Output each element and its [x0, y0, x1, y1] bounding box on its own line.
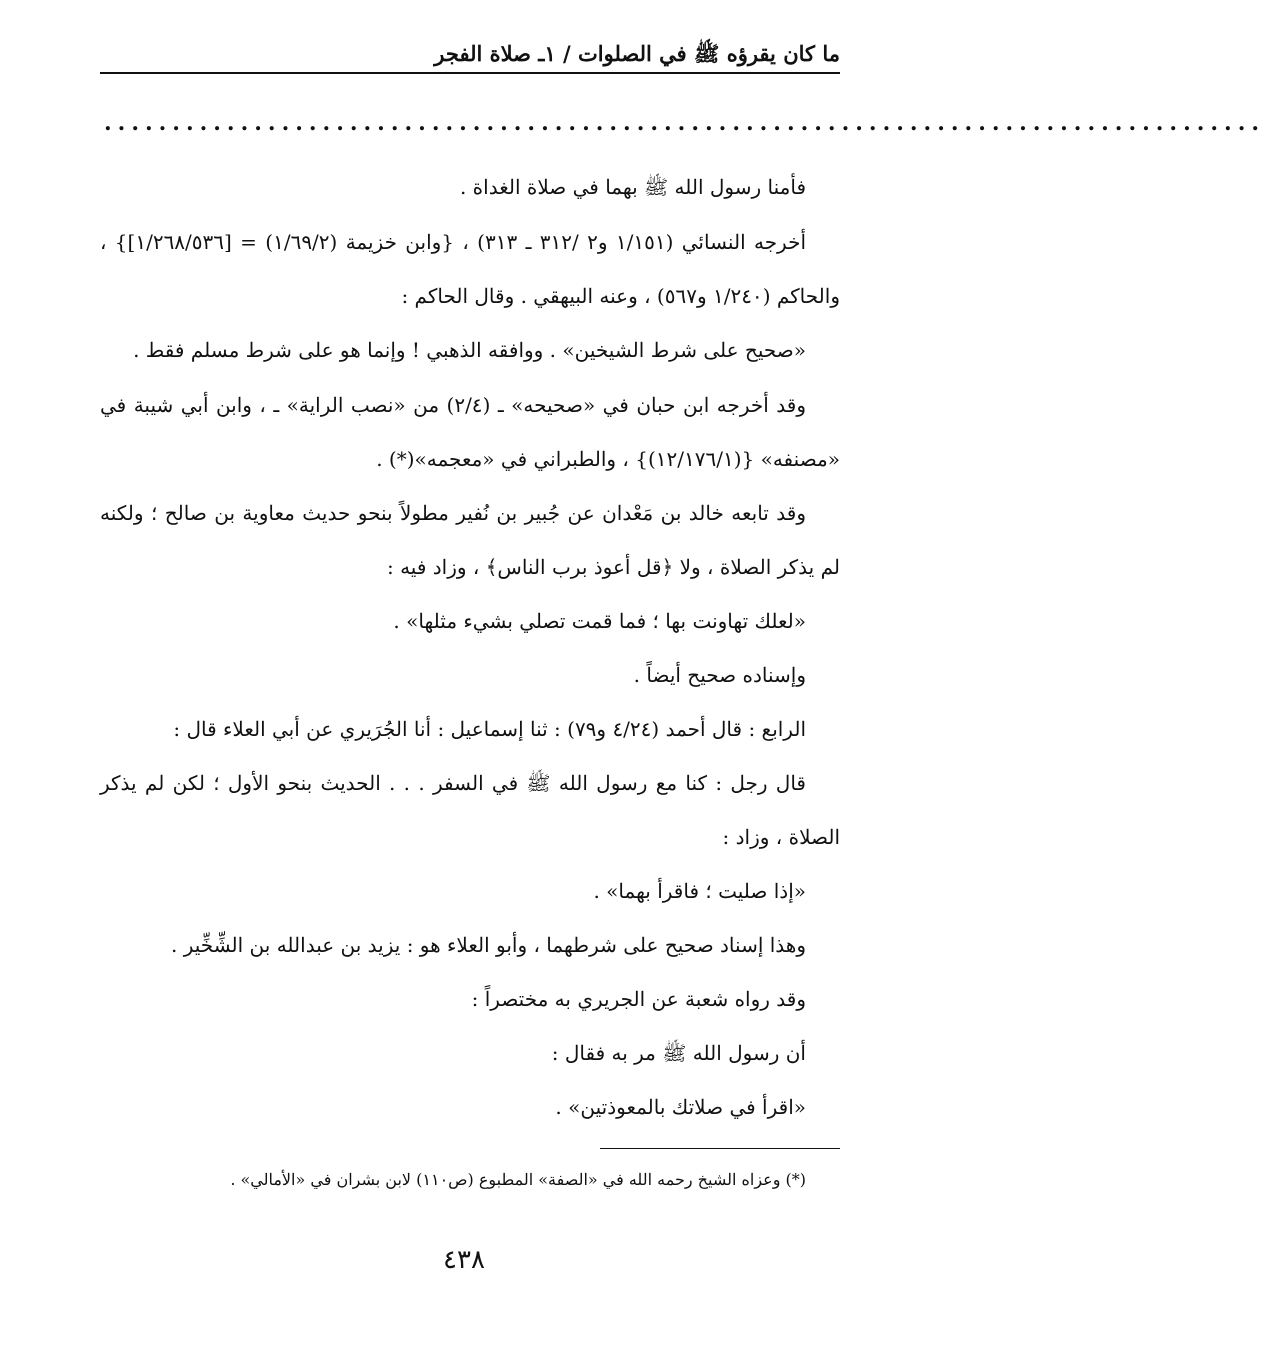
paragraph-7: وإسناده صحيح أيضاً . — [633, 663, 806, 687]
paragraph-9: قال رجل : كنا مع رسول الله ﷺ في السفر . . . الحديث بنحو الأول ؛ لكن لم يذكر الصلاة ، وزاد : — [100, 771, 840, 849]
paragraph-13: أن رسول الله ﷺ مر به فقال : — [551, 1041, 806, 1065]
footnote-rule — [600, 1148, 840, 1149]
paragraph-8: الرابع : قال أحمد (٤/٢٤ و٧٩) : ثنا إسماعيل : أنا الجُرَيري عن أبي العلاء قال : — [173, 717, 806, 741]
paragraph-6: «لعلك تهاونت بها ؛ فما قمت تصلي بشيء مثلها» . — [393, 609, 806, 633]
footnote: (*) وعزاه الشيخ رحمه الله في «الصفة» المطبوع (ص١١٠) لابن بشران في «الأمالي» . — [230, 1170, 806, 1189]
paragraph-2: أخرجه النسائي (١/١٥١ و٢ /٣١٢ ـ ٣١٣) ، {وابن خزيمة (١/٦٩/٢) = [١/٢٦٨/٥٣٦]} ، والحاكم (١/٢٤٠ و٥٦٧) ، وعنه البيهقي . وقال الحاكم : — [100, 230, 840, 308]
paragraph-5: وقد تابعه خالد بن مَعْدان عن جُبير بن نُفير مطولاً بنحو حديث معاوية بن صالح ؛ ولكنه لم يذكر الصلاة ، ولا ﴿قل أعوذ برب الناس﴾ ، وزاد فيه : — [100, 501, 840, 579]
header-rule — [100, 72, 840, 74]
paragraph-14: «اقرأ في صلاتك بالمعوذتين» . — [555, 1095, 806, 1119]
paragraph-11: وهذا إسناد صحيح على شرطهما ، وأبو العلاء هو : يزيد بن عبدالله بن الشِّخِّير . — [171, 933, 806, 957]
page-number: ٤٣٨ — [443, 1245, 485, 1275]
paragraph-1: فأمنا رسول الله ﷺ بهما في صلاة الغداة . — [459, 175, 806, 199]
dotted-separator: ..................................................................................... — [104, 110, 1265, 136]
paragraph-4: وقد أخرجه ابن حبان في «صحيحه» ـ (٢/٤) من «نصب الراية» ـ ، وابن أبي شيبة في «مصنفه» {(١٢/١٧٦/١)} ، والطبراني في «معجمه»(*) . — [100, 393, 840, 471]
paragraph-12: وقد رواه شعبة عن الجريري به مختصراً : — [471, 987, 806, 1011]
paragraph-10: «إذا صليت ؛ فاقرأ بهما» . — [593, 879, 806, 903]
running-header: ما كان يقرؤه ﷺ في الصلوات / ١ـ صلاة الفجر — [434, 41, 840, 66]
paragraph-3: «صحيح على شرط الشيخين» . ووافقه الذهبي ! وإنما هو على شرط مسلم فقط . — [133, 338, 806, 362]
